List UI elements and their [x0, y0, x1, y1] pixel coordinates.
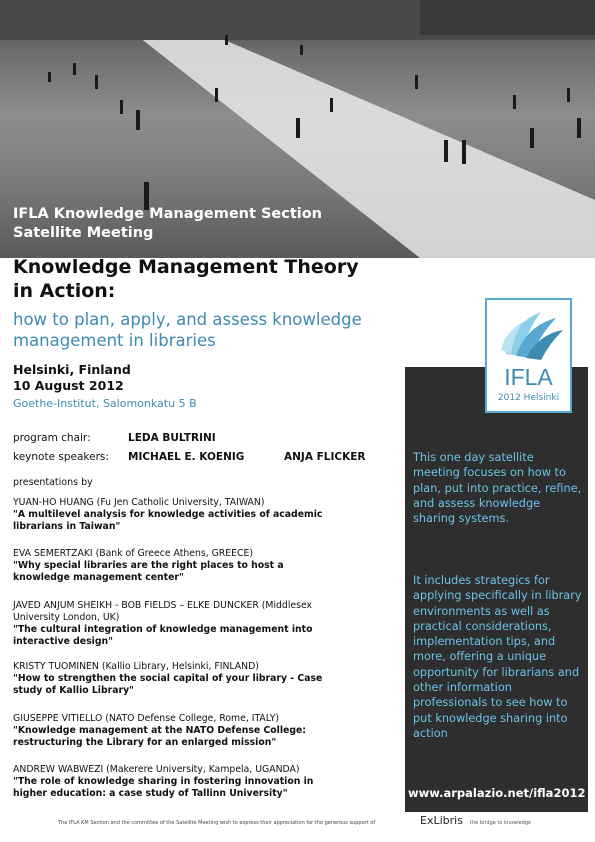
event-subtitle	[13, 309, 408, 351]
ifla-logo	[485, 298, 572, 413]
presentation-item	[13, 764, 393, 800]
presentation-item	[13, 548, 393, 584]
logo-text: IFLA	[504, 364, 553, 390]
logo-wing-icon	[491, 304, 570, 364]
presentation-item	[13, 713, 393, 749]
presentation-title-line2: study of Kallio Library"	[13, 685, 134, 696]
presentation-title-line2: knowledge management center"	[13, 572, 184, 583]
sidebar-paragraph-1: This one day satellite meeting focuses on how to plan, put into practice, refine, and assess knowledge sharing systems.	[413, 451, 582, 526]
presentation-title-line1: "The cultural integration of knowledge management into	[13, 624, 313, 635]
keynote-speaker-2: ANJA FLICKER	[284, 451, 366, 463]
presentation-title-line1: "The role of knowledge sharing in fostering innovation in	[13, 776, 314, 787]
event-venue: Goethe-Institut, Salomonkatu 5 B	[13, 397, 197, 410]
presentation-author-line2: University London, UK)	[13, 612, 120, 623]
presentation-item	[13, 497, 393, 533]
event-title	[13, 255, 359, 303]
presentation-item	[13, 600, 393, 648]
event-subtitle-line1: how to plan, apply, and assess knowledge	[13, 310, 362, 329]
presentation-author: GIUSEPPE VITIELLO (NATO Defense College, Rome, ITALY)	[13, 713, 280, 724]
event-url-link[interactable]: www.arpalazio.net/ifla2012	[408, 786, 586, 800]
presentations-label: presentations by	[13, 477, 93, 488]
event-subtitle-line2: management in libraries	[13, 331, 216, 350]
logo-subtitle: 2012 Helsinki	[497, 393, 560, 403]
presentation-author: KRISTY TUOMINEN (Kallio Library, Helsinki, FINLAND)	[13, 661, 259, 672]
chair-name: LEDA BULTRINI	[128, 432, 216, 444]
event-location	[13, 362, 131, 394]
sponsor-logo: ExLibris	[420, 814, 463, 827]
presentation-title-line1: "How to strengthen the social capital of your library - Case	[13, 673, 323, 684]
header-photo	[0, 0, 595, 258]
section-title-line2: Satellite Meeting	[13, 225, 154, 241]
chair-label: program chair:	[13, 432, 91, 444]
presentation-title-line2: restructuring the Library for an enlarged mission"	[13, 737, 277, 748]
presentation-title-line2: librarians in Taiwan"	[13, 521, 121, 532]
event-title-line2: in Action:	[13, 280, 116, 302]
presentation-title-line1: "A multilevel analysis for knowledge activities of academic	[13, 509, 323, 520]
presentation-title-line2: higher education: a case study of Tallinn University"	[13, 788, 288, 799]
presentation-title-line2: interactive design"	[13, 636, 113, 647]
presentation-author: EVA SEMERTZAKI (Bank of Greece Athens, GREECE)	[13, 548, 254, 559]
presentation-item	[13, 661, 393, 697]
sidebar-paragraph-2: It includes strategics for applying specifically in library environments as well as practical considerations, implementation tips, and more, offering a unique opportunity for librarians and other information professionals to see how to put knowledge sharing into action	[413, 574, 582, 740]
footer-note: The IFLA KM Section and the committee of the Satellite Meeting wish to express their appreciation for the generous support of	[58, 820, 376, 826]
presentation-title-line1: "Why special libraries are the right places to host a	[13, 560, 284, 571]
event-title-line1: Knowledge Management Theory	[13, 256, 359, 278]
keynote-speaker-1: MICHAEL E. KOENIG	[128, 451, 245, 463]
presentation-author: JAVED ANJUM SHEIKH - BOB FIELDS – ELKE DUNCKER (Middlesex	[13, 600, 313, 611]
event-city: Helsinki, Finland	[13, 362, 131, 377]
event-date: 10 August 2012	[13, 378, 124, 393]
sponsor-tagline: the bridge to knowledge	[470, 820, 532, 826]
presentation-title-line1: "Knowledge management at the NATO Defense College:	[13, 725, 307, 736]
keynote-label: keynote speakers:	[13, 451, 109, 463]
presentation-author: ANDREW WABWEZI (Makerere University, Kampela, UGANDA)	[13, 764, 300, 775]
chair-row	[13, 432, 216, 444]
section-title	[13, 205, 322, 243]
keynote-row	[13, 451, 365, 463]
section-title-line1: IFLA Knowledge Management Section	[13, 206, 323, 222]
presentation-author: YUAN-HO HUANG (Fu Jen Catholic University, TAIWAN)	[13, 497, 265, 508]
